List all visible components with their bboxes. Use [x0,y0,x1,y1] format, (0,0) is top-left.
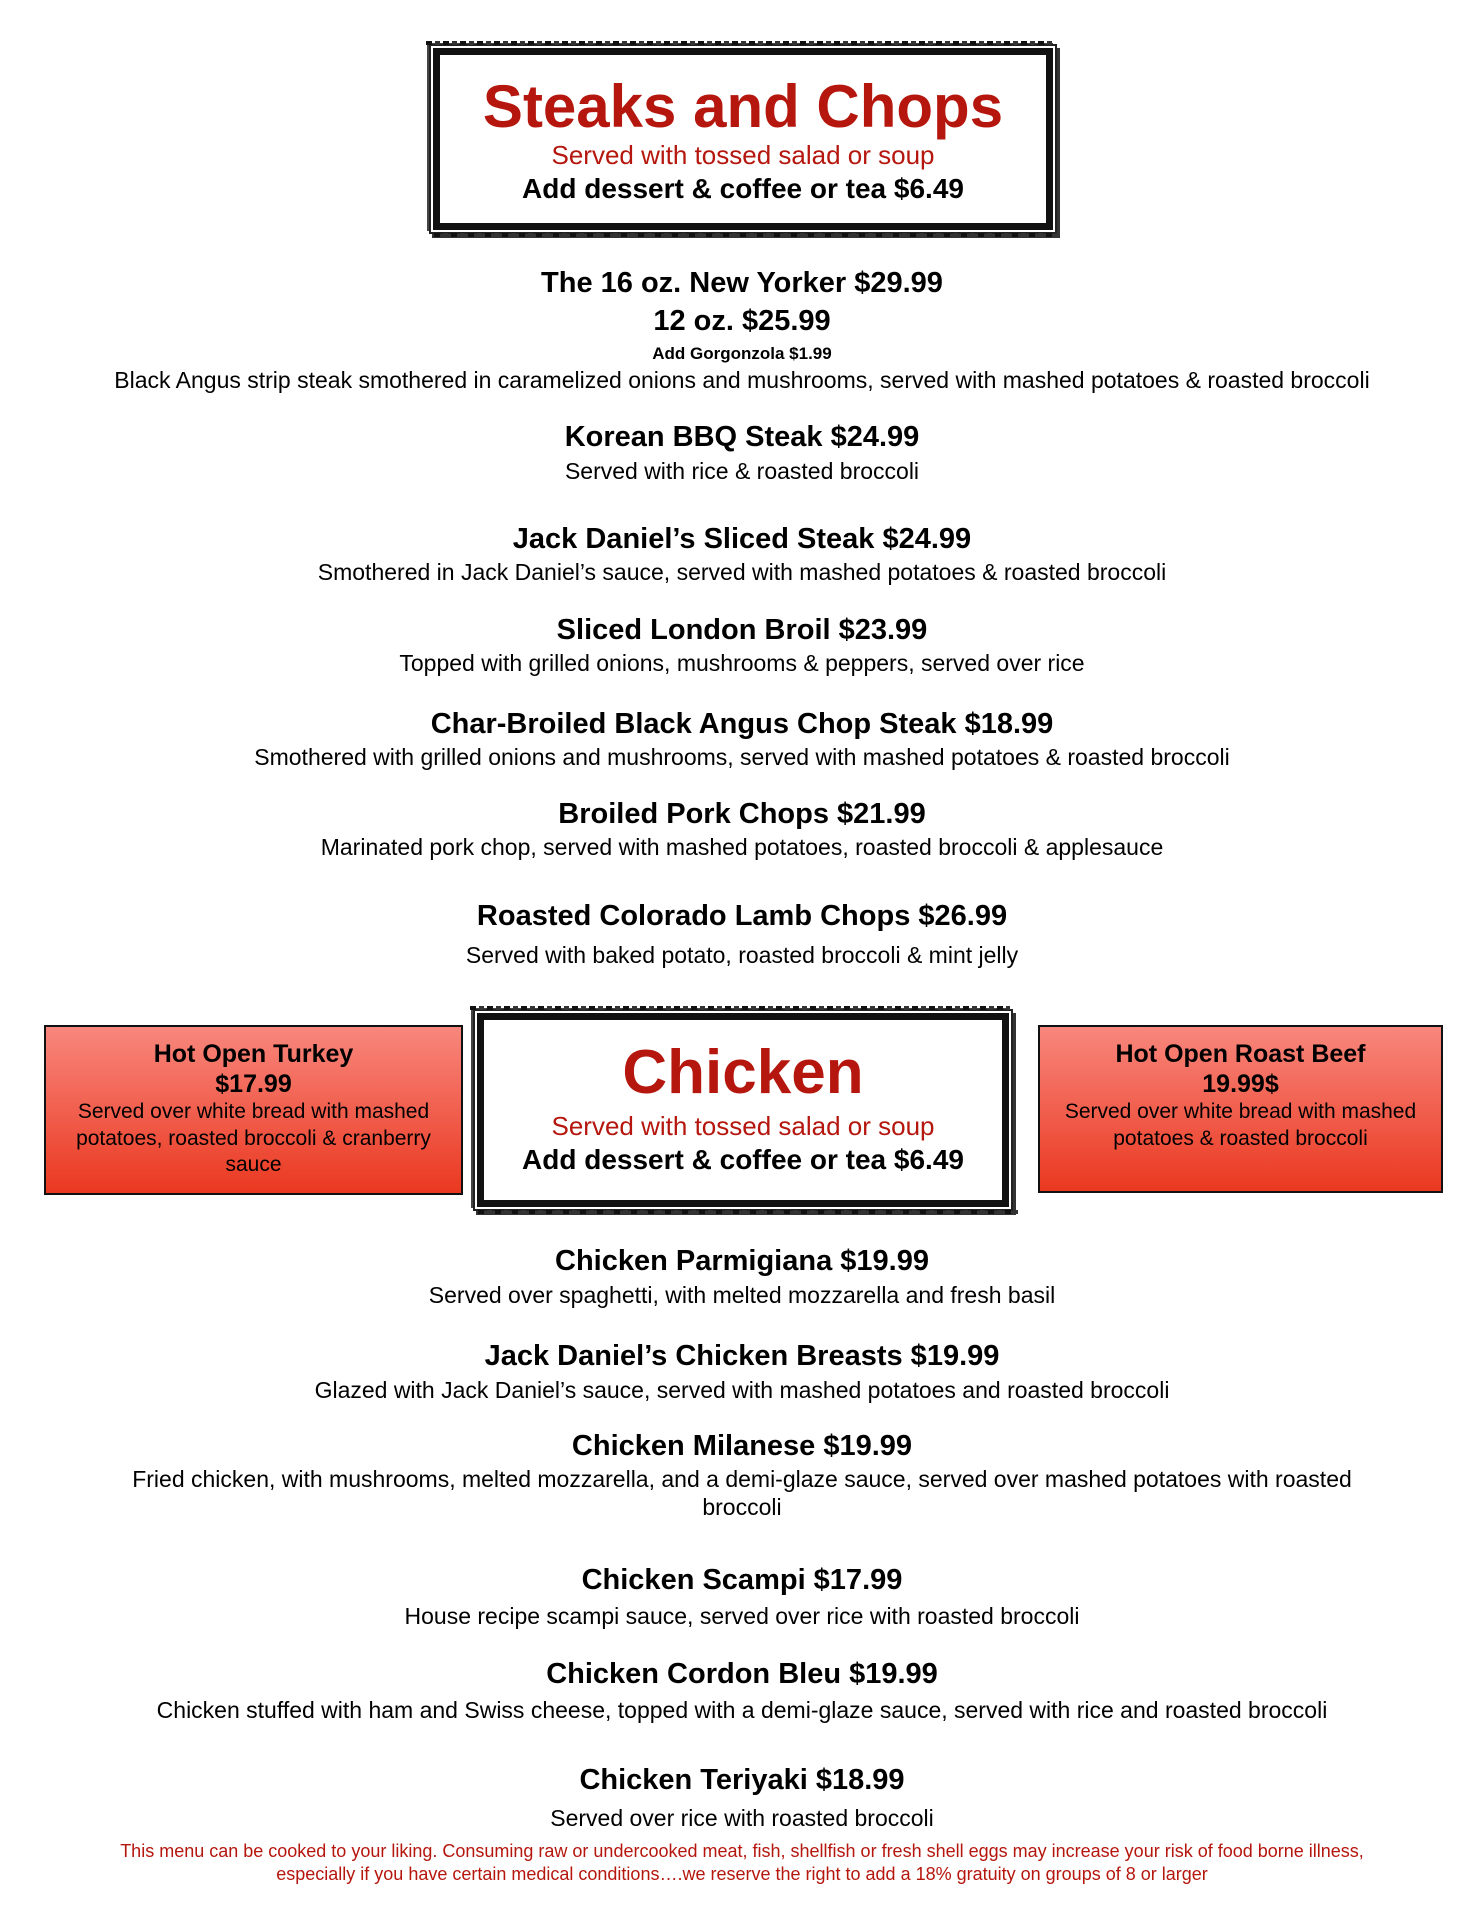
chicken-item-title: Chicken Milanese $19.99 [571,1430,913,1462]
steak-item-desc: Served with rice & roasted broccoli [564,458,920,484]
steaks-header-box [433,48,1053,230]
chicken-item-title: Jack Daniel’s Chicken Breasts $19.99 [484,1340,1000,1372]
steak-item-desc: Served with baked potato, roasted broccoli & mint jelly [465,942,1019,968]
chicken-item-title: Chicken Parmigiana $19.99 [555,1245,929,1277]
new-yorker-title: The 16 oz. New Yorker $29.99 [541,267,943,299]
new-yorker-desc: Black Angus strip steak smothered in caramelized onions and mushrooms, served with mashed potatoes & roasted broccoli [114,367,1370,393]
special-title: Hot Open Roast Beef [1115,1040,1366,1068]
special-price: $17.99 [215,1070,292,1098]
footer-line-2: especially if you have certain medical conditions….we reserve the right to add a 18% gratuity on groups of 8 or larger [276,1863,1208,1884]
steaks-served-with: Served with tossed salad or soup [551,140,935,170]
special-box-roast-beef [1038,1025,1443,1193]
new-yorker-alt-size: 12 oz. $25.99 [653,305,831,337]
steak-item-title: Korean BBQ Steak $24.99 [564,421,920,453]
chicken-item-desc: Glazed with Jack Daniel’s sauce, served with mashed potatoes and roasted broccoli [314,1377,1170,1403]
chicken-item-desc: Fried chicken, with mushrooms, melted mozzarella, and a demi-glaze sauce, served over mashed potatoes with roasted broccoli [132,1466,1352,1520]
steaks-add-on: Add dessert & coffee or tea $6.49 [522,172,964,204]
special-desc: Served over white bread with mashed potatoes & roasted broccoli [1064,1100,1417,1150]
steaks-heading: Steaks and Chops [482,73,1004,140]
steak-item-title: Roasted Colorado Lamb Chops $26.99 [476,900,1008,932]
steak-item-desc: Smothered with grilled onions and mushrooms, served with mashed potatoes & roasted broccoli [254,744,1230,770]
steak-item-title: Sliced London Broil $23.99 [556,614,928,646]
chicken-item-desc: Chicken stuffed with ham and Swiss cheese, topped with a demi-glaze sauce, served with rice and roasted broccoli [156,1697,1328,1723]
special-desc: Served over white bread with mashed potatoes, roasted broccoli & cranberry sauce [76,1100,431,1177]
chicken-item-title: Chicken Teriyaki $18.99 [579,1764,905,1796]
new-yorker-add-on: Add Gorgonzola $1.99 [652,344,832,363]
steak-item-title: Broiled Pork Chops $21.99 [558,798,926,830]
special-box-turkey [44,1025,463,1195]
special-title: Hot Open Turkey [153,1040,354,1068]
chicken-add-on: Add dessert & coffee or tea $6.49 [522,1143,964,1175]
chicken-item-desc: Served over rice with roasted broccoli [550,1805,934,1831]
chicken-item-desc: Served over spaghetti, with melted mozzarella and fresh basil [428,1282,1056,1308]
chicken-item-title: Chicken Scampi $17.99 [581,1564,903,1596]
chicken-header-box [477,1013,1009,1207]
steak-item-desc: Topped with grilled onions, mushrooms & peppers, served over rice [399,650,1085,676]
footer-line-1: This menu can be cooked to your liking. Consuming raw or undercooked meat, fish, shellfish or fresh shell eggs may increase your risk of food borne illness, [120,1841,1364,1861]
chicken-item-desc: House recipe scampi sauce, served over rice with roasted broccoli [404,1603,1080,1629]
special-price: 19.99$ [1202,1070,1279,1098]
steak-item-title: Char-Broiled Black Angus Chop Steak $18.99 [430,708,1054,740]
footer-disclaimer [0,1840,1484,1886]
chicken-heading: Chicken [622,1038,864,1107]
steak-item-title: Jack Daniel’s Sliced Steak $24.99 [512,523,972,555]
chicken-served-with: Served with tossed salad or soup [551,1111,935,1141]
steak-item-desc: Marinated pork chop, served with mashed potatoes, roasted broccoli & applesauce [320,834,1164,860]
steak-item-desc: Smothered in Jack Daniel’s sauce, served with mashed potatoes & roasted broccoli [317,559,1167,585]
chicken-item-title: Chicken Cordon Bleu $19.99 [546,1658,938,1690]
